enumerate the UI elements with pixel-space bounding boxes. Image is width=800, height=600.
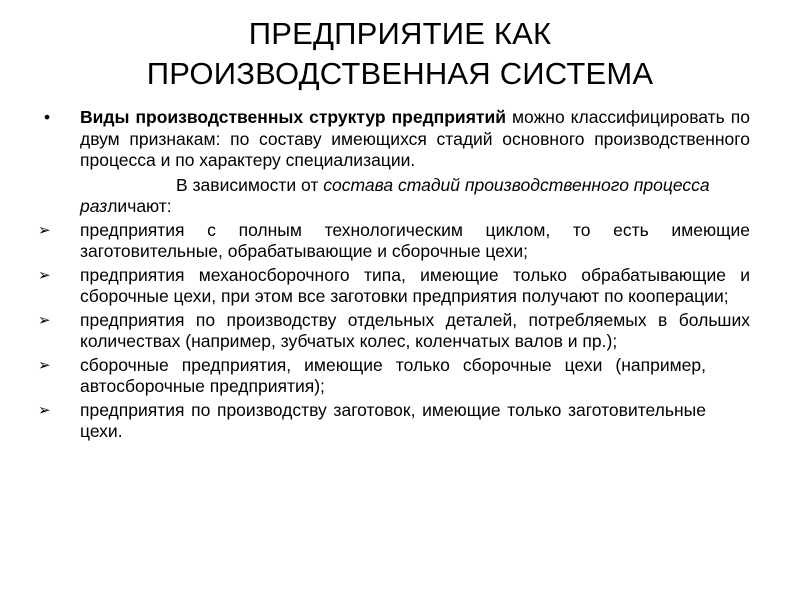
intro-bold-text: Виды производственных структур предприятий	[80, 107, 506, 127]
list-item-text: сборочные предприятия, имеющие только сборочные цехи (например, автосборочные предприятия);	[80, 354, 706, 396]
lead-after: личают:	[107, 196, 172, 216]
list-item	[38, 220, 750, 263]
lead-paragraph	[38, 175, 750, 218]
arrow-bullet-icon: ➢	[38, 221, 51, 239]
intro-paragraph	[38, 107, 750, 172]
arrow-bullet-icon: ➢	[38, 356, 51, 374]
list-item-text: предприятия по производству заготовок, имеющие только заготовительные цехи.	[80, 399, 706, 441]
lead-italic: состава стадий производственного процесса раз	[80, 174, 710, 216]
list-item	[38, 400, 750, 443]
list-item	[38, 310, 750, 353]
lead-before: В зависимости от	[176, 174, 324, 195]
list-item-text: предприятия с полным технологическим циклом, то есть имеющие заготовительные, обрабатывающие и сборочные цехи;	[80, 219, 750, 261]
arrow-bullet-icon: ➢	[38, 311, 51, 329]
title-line-2: ПРОИЗВОДСТВЕННАЯ СИСТЕМА	[146, 56, 654, 91]
title-line-1: ПРЕДПРИЯТИЕ КАК	[248, 16, 552, 51]
slide-title	[0, 14, 800, 94]
list-item-text: предприятия по производству отдельных деталей, потребляемых в больших количествах (например, зубчатых колес, коленчатых валов и пр.);	[80, 309, 750, 351]
arrow-bullet-icon: ➢	[38, 266, 51, 284]
arrow-bullet-icon: ➢	[38, 401, 51, 419]
list-item	[38, 265, 750, 308]
bullet-icon: •	[44, 107, 51, 127]
list-item	[38, 355, 750, 398]
list-item-text: предприятия механосборочного типа, имеющие только обрабатывающие и сборочные цехи, при этом все заготовки предприятия получают по кооперации;	[80, 264, 750, 306]
intro-rest-text: можно классифицировать по двум признакам: по составу имеющихся стадий основного производственного процесса и по характеру специализации.	[80, 107, 750, 170]
slide-content	[38, 107, 750, 443]
